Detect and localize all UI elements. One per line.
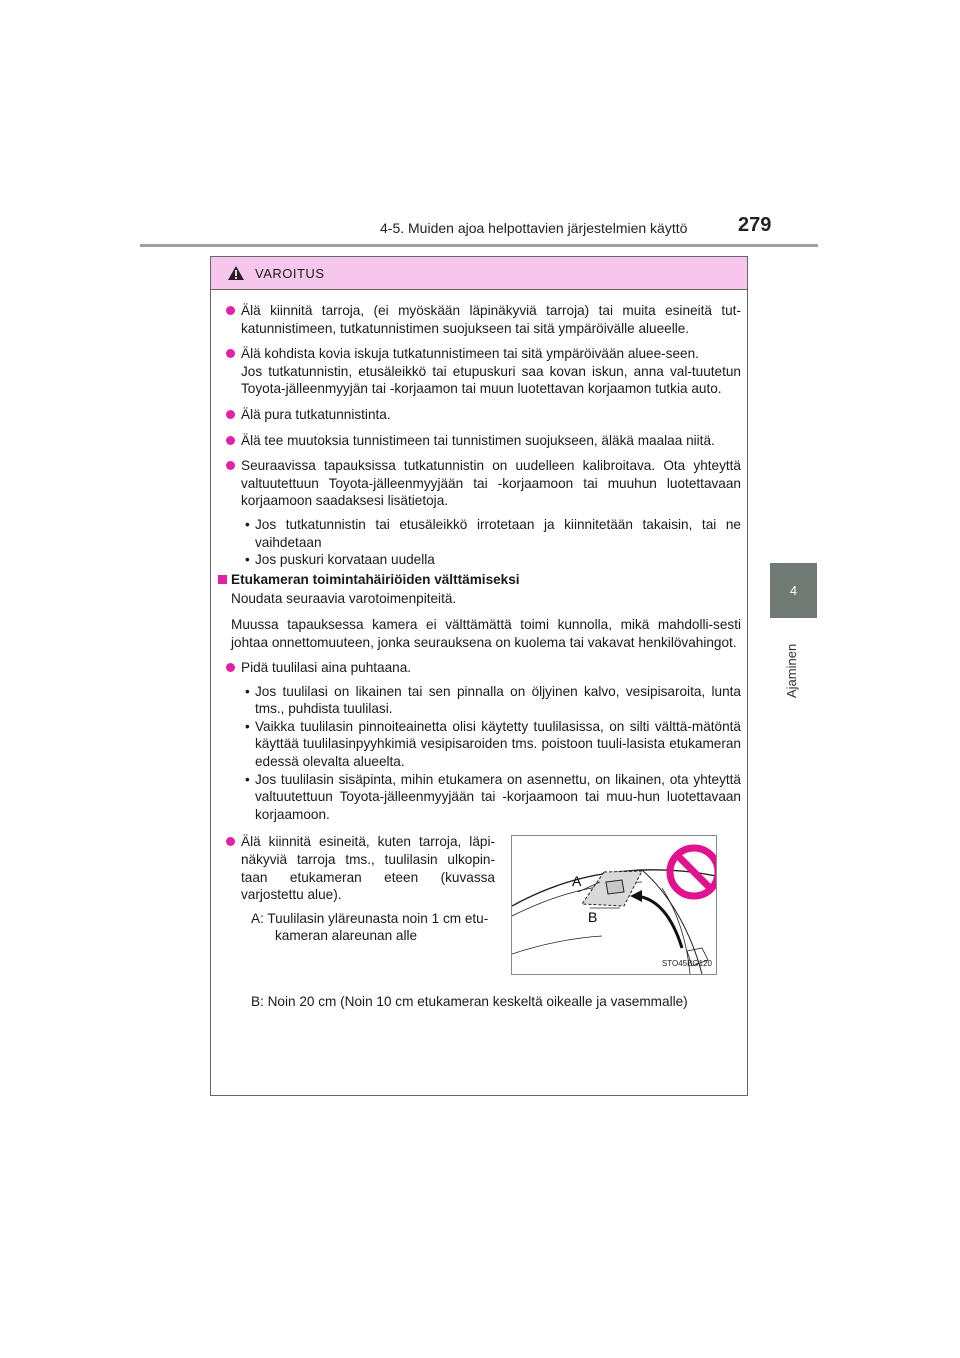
chapter-label: Ajaminen [784,643,799,698]
bullet-calibration [217,457,741,510]
bullet-dot [226,837,235,846]
warning-box [210,256,748,1096]
calibration-sub-item: • Jos puskuri korvataan uudella [245,552,435,568]
warning-body [211,290,747,1011]
heading-text: Etukameran toimintahäiriöiden välttämiseksi [231,571,520,587]
camera-area-figure [511,835,717,975]
bullet-dot [226,436,235,445]
bullet-dot [226,349,235,358]
bullet-text: Älä kohdista kovia iskuja tutkatunnistimeen tai sitä ympäröivään aluee-seen. [241,346,699,362]
label-a-line-1: A: Tuulilasin yläreunasta noin 1 cm etu- [251,910,489,926]
clean-sub-item: • Vaikka tuulilasin pinnoiteainetta olisi käytetty tuulilasissa, on silti välttä-mätöntä käyttää tuulilasinpyyhkimiä vesipisaroiden tms. poistoon tuuli-lasista etukameran edessä olevalta alueelta. [245,718,741,770]
bullet-no-stickers [217,302,741,337]
label-a-line-2: kameran alareunan alle [275,928,418,944]
bullet-text: Älä pura tutkatunnistinta. [241,406,391,422]
calibration-sub-item: • Jos tutkatunnistin tai etusäleikkö irrotetaan ja kiinnitetään takaisin, tai ne vaihdetaan [245,516,741,550]
label-b: B: Noin 20 cm (Noin 10 cm etukameran keskeltä oikealle ja vasemmalle) [251,994,688,1010]
chapter-tab[interactable]: 4 [770,563,817,618]
bullet-impact-followup [217,363,741,398]
windshield-illustration [512,836,716,974]
warning-header [211,257,747,290]
bullet-text: Älä tee muutoksia tunnistimeen tai tunnistimen suojukseen, äläkä maalaa niitä. [241,432,715,448]
clean-sub-item: • Jos tuulilasi on likainen tai sen pinnalla on öljyinen kalvo, vesipisaroita, lunta tms., puhdista tuulilasi. [245,683,741,717]
bullet-no-disassembly [217,406,741,424]
bullet-no-windshield-objects [217,833,495,903]
bullet-text: Älä kiinnitä esineitä, kuten tarroja, läpi-näkyviä tarroja tms., tuulilasin ulkopin-taan etukameran eteen (kuvassa varjostettu alue). [241,834,495,903]
bullet-text: Älä kiinnitä tarroja, (ei myöskään läpinäkyviä tarroja) tai muita esineitä tut-katunnistimeen, tutkatunnistimen suojukseen tai sitä ympäröivälle alueelle. [241,303,741,336]
section-title: 4-5. Muiden ajoa helpottavien järjestelmien käyttö [380,220,688,236]
sub-text: Jos tutkatunnistin tai etusäleikkö irrotetaan ja kiinnitetään takaisin, tai ne vaihdetaan [255,516,741,550]
sticker-text-column [217,833,495,975]
heading-square-icon [218,575,227,584]
bullet-dot [226,306,235,315]
bullet-text: Jos tutkatunnistin, etusäleikkö tai etupuskuri saa kovan iskun, anna val-tuutetun Toyota-jälleenmyyjän tai -korjaamon tai muun luotettavan korjaamon tutkia auto. [241,363,741,397]
sub-text: Jos tuulilasin sisäpinta, mihin etukamera on asennettu, on likainen, ota yhteyttä valtuutettuun Toyota-jälleenmyyjään tai -korjaamoon tai muu-hun luotettavaan korjaamoon. [255,771,741,822]
bullet-text: Pidä tuulilasi aina puhtaana. [241,660,412,676]
clean-sub-item: • Jos tuulilasin sisäpinta, mihin etukamera on asennettu, on likainen, ota yhteyttä valtuutettuun Toyota-jälleenmyyjään tai -korjaamoon tai muu-hun luotettavaan korjaamoon. [245,771,741,822]
bullet-dot [226,663,235,672]
bullet-dot [226,461,235,470]
sub-text: Jos puskuri korvataan uudella [255,552,435,568]
figure-letter-a: A [572,873,582,890]
sticker-figure-row [217,833,741,975]
figure-code: STO45BG120 [661,958,712,968]
camera-heading [217,571,741,589]
bullet-no-impacts [217,345,741,363]
sub-text: Jos tuulilasi on likainen tai sen pinnalla on öljyinen kalvo, vesipisaroita, lunta tms., puhdista tuulilasi. [255,683,741,717]
bullet-text: Seuraavissa tapauksissa tutkatunnistin on uudelleen kalibroitava. Ota yhteyttä valtuutettuun Toyota-jälleenmyyjään tai -korjaamoon tai muuhun luotettavaan korjaamoon saadaksesi lisätietoja. [241,458,741,509]
bullet-no-modifications [217,432,741,450]
bullet-keep-clean [217,659,741,677]
figure-letter-b: B [588,909,598,926]
warning-triangle-icon [227,265,245,281]
bullet-dot [226,410,235,419]
page-number: 279 [738,214,772,236]
header-rule [140,244,818,247]
camera-para-1: Noudata seuraavia varotoimenpiteitä. [231,591,457,607]
camera-para-2: Muussa tapauksessa kamera ei välttämättä toimi kunnolla, mikä mahdolli-sesti johtaa onnettomuuteen, jonka seurauksena on kuolema tai vakavat henkilövahingot. [231,616,741,650]
sub-text: Vaikka tuulilasin pinnoiteainetta olisi käytetty tuulilasissa, on silti välttä-mätöntä käyttää tuulilasinpyyhkimiä vesipisaroiden tms. poistoon tuuli-lasista etukameran edessä olevalta alueelta. [255,718,741,770]
warning-title: VAROITUS [255,265,325,281]
